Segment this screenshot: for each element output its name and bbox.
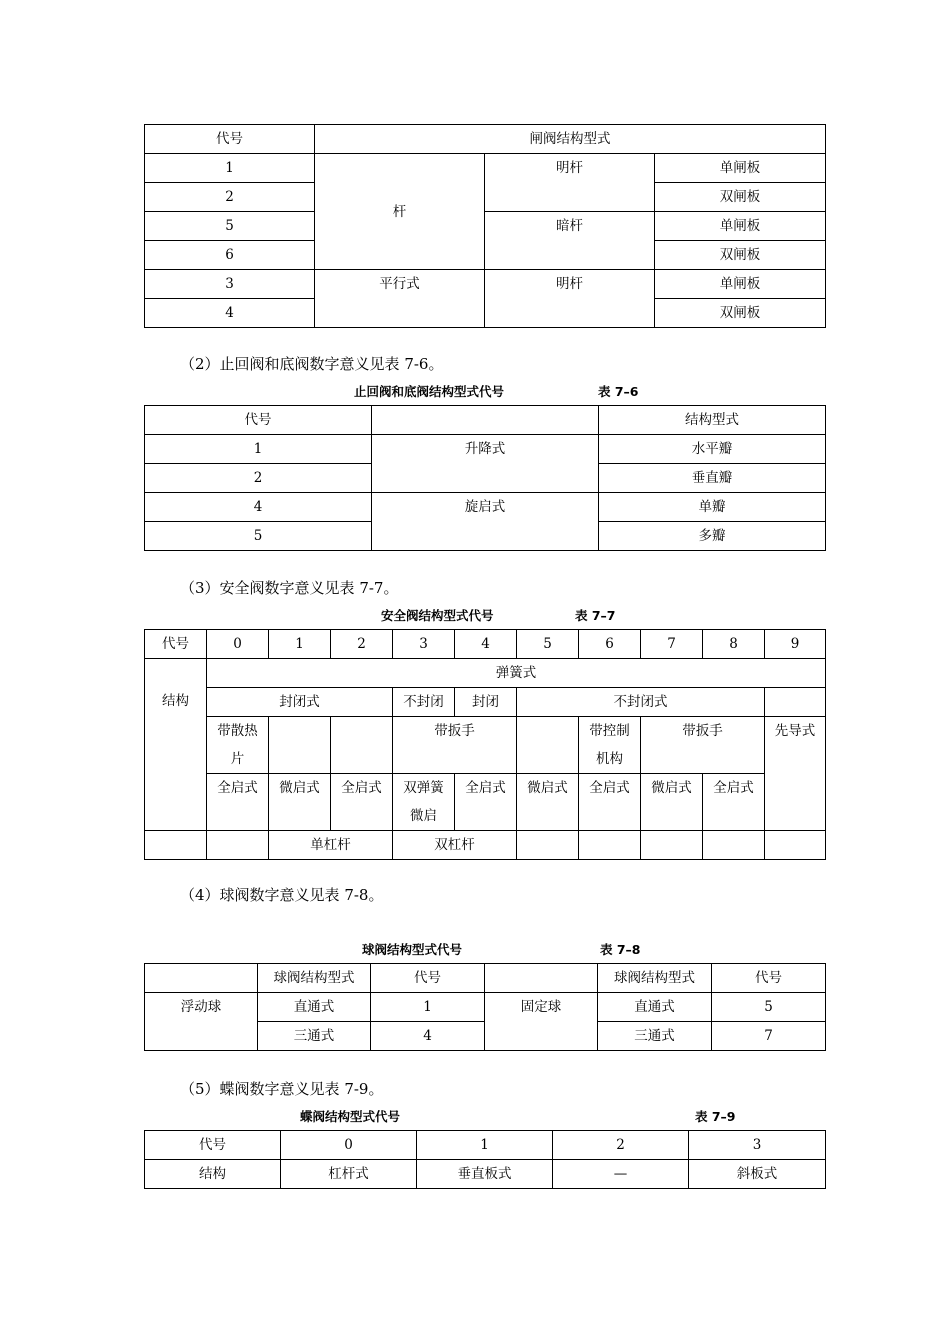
cell-code: 3 [145,270,315,299]
code-cell: 3 [393,630,455,659]
empty-cell [269,717,331,774]
double-lever-cell: 双杠杆 [393,831,517,860]
cell-kind: 旋启式 [372,493,599,551]
sealed2-cell: 封闭 [455,688,517,717]
paragraph-4: （4）球阀数字意义见表 7-8。 [180,886,384,904]
control-line2: 机构 [596,751,623,767]
cell-disc: 双闸板 [655,299,826,328]
spring-cell: 弹簧式 [207,659,826,688]
code-cell: 5 [517,630,579,659]
header-empty [372,406,599,435]
three-way-cell: 三通式 [598,1022,712,1051]
code-label: 代号 [145,1131,281,1160]
code-cell: 1 [371,993,485,1022]
caption-title: 止回阀和底阀结构型式代号 [354,384,505,399]
code-cell: 2 [331,630,393,659]
caption-number: 表 7–7 [575,608,616,623]
struct-cell: 斜板式 [689,1160,826,1189]
cell-stem: 明杆 [485,154,655,212]
code-cell: 4 [371,1022,485,1051]
struct-cell: — [553,1160,689,1189]
full-lift-cell: 全启式 [455,774,517,831]
double-spring-cell [393,774,455,831]
code-cell: 8 [703,630,765,659]
cell-type: 水平瓣 [599,435,826,464]
cell-code: 1 [145,435,372,464]
cell-code: 2 [145,464,372,493]
radiator-line2: 片 [230,751,245,767]
cell-code: 5 [145,522,372,551]
cell-disc: 双闸板 [655,183,826,212]
cell-stem: 明杆 [485,270,655,328]
wrench2-cell: 带扳手 [641,717,765,774]
header-type: 球阀结构型式 [598,964,712,993]
empty-cell [331,717,393,774]
micro-lift-cell: 微启式 [269,774,331,831]
cell-disc: 单闸板 [655,154,826,183]
cell-disc: 单闸板 [655,212,826,241]
floating-cell: 浮动球 [145,993,258,1051]
header-code: 代号 [712,964,826,993]
header-type: 结构型式 [599,406,826,435]
code-cell: 7 [712,1022,826,1051]
code-cell: 0 [281,1131,417,1160]
cell-type: 多瓣 [599,522,826,551]
cell-kind: 升降式 [372,435,599,493]
full-lift-cell: 全启式 [579,774,641,831]
double-spring-line2: 微启 [410,808,437,824]
code-cell: 5 [712,993,826,1022]
unsealed-cell: 不封闭 [393,688,455,717]
cell-stem: 暗杆 [485,212,655,270]
caption-title: 球阀结构型式代号 [362,942,463,957]
micro-lift-cell: 微启式 [517,774,579,831]
three-way-cell: 三通式 [258,1022,371,1051]
cell-group: 平行式 [315,270,485,328]
paragraph-2: （2）止回阀和底阀数字意义见表 7-6。 [180,355,444,373]
cell-code: 4 [145,299,315,328]
caption-number: 表 7–6 [598,384,639,399]
pilot-cell: 先导式 [765,717,826,831]
sealed-cell: 封闭式 [207,688,393,717]
micro-lift-cell: 微启式 [641,774,703,831]
empty-cell [145,831,207,860]
paragraph-5: （5）蝶阀数字意义见表 7-9。 [180,1080,384,1098]
check-valve-table [144,405,826,551]
header-type: 闸阀结构型式 [315,125,826,154]
code-cell: 9 [765,630,826,659]
empty-cell [207,831,269,860]
code-cell: 4 [455,630,517,659]
code-cell: 6 [579,630,641,659]
double-spring-line1: 双弹簧 [403,780,444,796]
code-cell: 1 [269,630,331,659]
straight-cell: 直通式 [258,993,371,1022]
empty-cell [517,717,579,774]
full-lift-cell: 全启式 [207,774,269,831]
full-lift-cell: 全启式 [703,774,765,831]
cell-code: 6 [145,241,315,270]
header-type: 球阀结构型式 [258,964,371,993]
struct-cell: 垂直板式 [417,1160,553,1189]
caption-title: 蝶阀结构型式代号 [300,1109,401,1124]
unsealed-type-cell: 不封闭式 [517,688,765,717]
empty-cell [485,964,598,993]
empty-cell [765,688,826,717]
straight-cell: 直通式 [598,993,712,1022]
cell-type: 单瓣 [599,493,826,522]
empty-cell [517,831,579,860]
header-code: 代号 [145,125,315,154]
code-cell: 3 [689,1131,826,1160]
code-cell: 0 [207,630,269,659]
cell-code: 4 [145,493,372,522]
paragraph-3: （3）安全阀数字意义见表 7-7。 [180,579,399,597]
gate-valve-table [144,124,826,328]
struct-label: 结构 [145,659,207,831]
radiator-line1: 带散热 [217,723,258,739]
radiator-cell [207,717,269,774]
empty-cell [703,831,765,860]
cell-group: 杆 [315,154,485,270]
caption-title: 安全阀结构型式代号 [381,608,494,623]
cell-code: 1 [145,154,315,183]
code-label: 代号 [145,630,207,659]
cell-type: 垂直瓣 [599,464,826,493]
cell-disc: 双闸板 [655,241,826,270]
caption-number: 表 7–9 [695,1109,736,1124]
full-lift-cell: 全启式 [331,774,393,831]
wrench-cell: 带扳手 [393,717,517,774]
header-code: 代号 [145,406,372,435]
cell-code: 2 [145,183,315,212]
fixed-cell: 固定球 [485,993,598,1051]
control-cell [579,717,641,774]
empty-cell [765,831,826,860]
code-cell: 2 [553,1131,689,1160]
empty-cell [641,831,703,860]
header-code: 代号 [371,964,485,993]
empty-cell [579,831,641,860]
empty-cell [145,964,258,993]
struct-label: 结构 [145,1160,281,1189]
single-lever-cell: 单杠杆 [269,831,393,860]
control-line1: 带控制 [589,723,630,739]
cell-code: 5 [145,212,315,241]
safety-valve-table [144,629,826,860]
code-cell: 1 [417,1131,553,1160]
code-cell: 7 [641,630,703,659]
butterfly-valve-table [144,1130,826,1189]
struct-cell: 杠杆式 [281,1160,417,1189]
cell-disc: 单闸板 [655,270,826,299]
ball-valve-table [144,963,826,1051]
caption-number: 表 7–8 [600,942,641,957]
